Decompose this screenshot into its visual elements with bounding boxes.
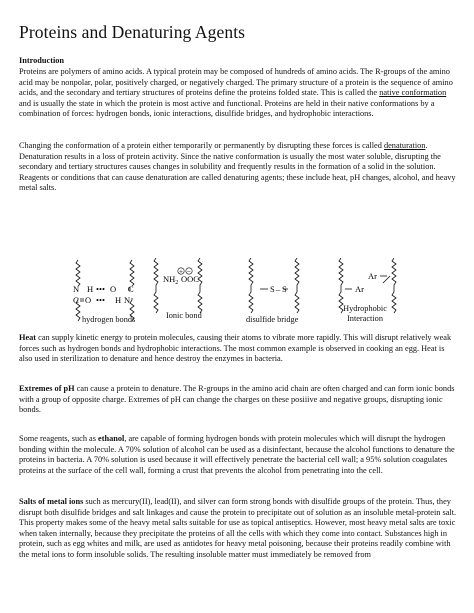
ooc-group-label: OOC: [181, 274, 199, 284]
atom-h-right: H: [115, 295, 122, 305]
caption-hydrogen-bonds: hydrogen bonds: [82, 315, 136, 324]
heat-text: can supply kinetic energy to protein molecules, causing their atoms to vibrate more rapidly. This will disrupt relatively weak forces such as hydrogen bonds and hydrophobic interactions. The most common example is observed in cooking an egg. Heat is also used in sterilization to denature and hence destroy the enzymes in bacteria.: [19, 333, 452, 364]
atom-c-right: C: [128, 284, 134, 294]
sulfur-left: S: [270, 284, 275, 294]
atom-c-left: C: [73, 295, 79, 305]
caption-hydrophobic-line1: Hydrophobic: [343, 304, 387, 313]
caption-hydrophobic-line2: Interaction: [347, 314, 383, 323]
native-conformation-term: native conformation: [379, 88, 447, 98]
salts-text: such as mercury(II), lead(II), and silver can form strong bonds with disulfide groups of the protein. Thus, they disrupt both disulfide bridges and salt linkages and cause the protein to precipitate out of solution as an insoluble metal-protein salt. This property makes some of the heavy metal salts suitable for use as topical antiseptics. However, most heavy metal salts are toxic when taken internally, because they precipitate the proteins of all the cells with which they come into contact. Substances high in protein, such as egg whites and milk, are used as antidotes for heavy metal poisoning, because their proteins readily combine with the metal ions to form insoluble solids. The resulting insoluble matter must immediately be removed from: [19, 497, 457, 559]
sulfur-right: S: [282, 284, 287, 294]
aryl-bottom-label: Ar: [355, 284, 364, 294]
salts-paragraph: [19, 497, 459, 561]
aryl-top-label: Ar: [368, 271, 377, 281]
caption-disulfide-bridge: disulfide bridge: [246, 315, 299, 324]
ph-lead: Extremes of pH: [19, 384, 75, 393]
salts-lead: Salts of metal ions: [19, 497, 84, 506]
nh2-group-label: $NH_2$: [163, 274, 179, 286]
caption-ionic-bond: Ionic bond: [166, 311, 202, 320]
denaturation-text-1: Changing the conformation of a protein either temporarily or permanently by disrupting these forces is called: [19, 141, 384, 150]
hbond-dots-bottom: •••: [96, 295, 105, 305]
section-heading-introduction: Introduction: [19, 56, 65, 65]
intro-paragraph: [19, 67, 459, 120]
sulfur-bond-dash: –: [276, 284, 281, 294]
ethanol-paragraph: [19, 434, 459, 476]
denaturation-paragraph: [19, 141, 459, 194]
ethanol-text-1: Some reagents, such as: [19, 434, 99, 443]
hbond-dots-top: •••: [96, 284, 105, 294]
atom-o-right: O: [110, 284, 117, 294]
ph-paragraph: [19, 384, 459, 416]
plus-charge-sign: +: [179, 267, 183, 276]
ethanol-text-2: , are capable of forming hydrogen bonds with protein molecules which will disrupt the hydrogen bonding within the molecule. A 70% solution of alcohol can be used as a disinfectant, because the alcohol functions to denature the proteins in bacteria. A 70% solution is used because it will effectively penetrate the bacterial cell wall; a 95% solution coagulates proteins at the surface of the cell wall, forming a crust that prevents the alcohol from penetrating into the cell.: [19, 434, 455, 475]
atom-h-left: H: [87, 284, 94, 294]
heat-lead: Heat: [19, 333, 37, 342]
ph-text: can cause a protein to denature. The R-groups in the amino acid chain are often charged and can form ionic bonds with a group of opposite charge. Extremes of pH can change the charges on these posiiive and negative groups, disrupting ionic bonds.: [19, 384, 455, 415]
heat-paragraph: [19, 333, 459, 365]
atom-o-left: O: [85, 295, 92, 305]
intro-text-2: and is usually the state in which the protein is most active and functional. Proteins are held in their native conformations by a combination of forces: hydrogen bonds, ionic interactions, disulfide bridges, and hydrophobic interactions.: [19, 98, 435, 119]
denaturation-term: denaturation: [383, 141, 426, 150]
forces-diagram: [0, 258, 474, 328]
atom-n-right: N: [124, 295, 131, 305]
page-title: Proteins and Denaturing Agents: [19, 22, 246, 42]
ethanol-lead: ethanol: [98, 434, 125, 443]
protein-forces-figure: [0, 258, 474, 328]
minus-charge-sign: –: [187, 267, 191, 276]
caption-hydrophobic-interaction: [338, 304, 392, 324]
atom-n-left: N: [73, 284, 80, 294]
denaturation-text-2: . Denaturation results in a loss of protein activity. Since the native conformation is usually the most water soluble, disrupting the secondary and tertiary structures causes changes in solubility and frequently results in the formation of a solid in the solution. Reagents or conditions that can cause denaturation are called denaturing agents; these include heat, pH changes, alcohol, and heavy metal salts.: [19, 141, 456, 193]
intro-text-1: Proteins are polymers of amino acids. A typical protein may be composed of hundreds of amino acids. The R-groups of the amino acid may be nonpolar, polar, positively charged, or negatively charged. The primary structure of a protein is the sequence of amino acids, and the secondary and tertiary structures of proteins define the proteins folded state. This is called the: [19, 67, 453, 98]
